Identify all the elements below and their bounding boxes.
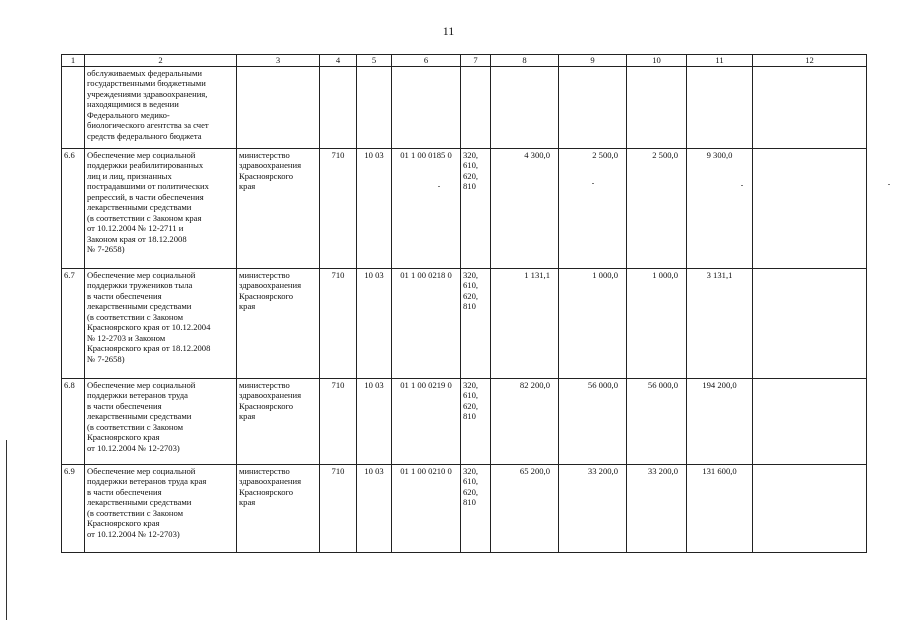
budget-table	[61, 54, 867, 553]
cell-col11: 9 300,0	[687, 149, 753, 269]
cell-col5: 10 03	[357, 379, 392, 465]
cell-ministry: министерство здравоохранения Красноярского края	[237, 269, 320, 379]
cell-num: 6.9	[62, 465, 85, 553]
cell-col4: 710	[320, 149, 357, 269]
cell-col4: 710	[320, 269, 357, 379]
cell-col7: 320, 610, 620, 810	[461, 149, 491, 269]
cell-col7: 320, 610, 620, 810	[461, 379, 491, 465]
table-row-continuation	[62, 67, 867, 149]
column-header: 3	[237, 55, 320, 67]
cell-num	[62, 67, 85, 149]
column-header: 6	[392, 55, 461, 67]
cell-num: 6.6	[62, 149, 85, 269]
table-row	[62, 379, 867, 465]
cell-col7: 320, 610, 620, 810	[461, 465, 491, 553]
cell-name: Обеспечение мер социальной поддержки ветеранов труда в части обеспечения лекарственными средствами (в соответствии с Законом Красноярского края от 10.12.2004 № 12-2703)	[85, 379, 237, 465]
cell-col8: 82 200,0	[491, 379, 559, 465]
cell-col4: 710	[320, 379, 357, 465]
cell-col8: 4 300,0	[491, 149, 559, 269]
page-number: 11	[442, 24, 455, 38]
cell-col10: 33 200,0	[627, 465, 687, 553]
cell-col9: 33 200,0	[559, 465, 627, 553]
cell-col5: 10 03	[357, 269, 392, 379]
cell-col12	[753, 379, 867, 465]
table-row	[62, 149, 867, 269]
column-header: 11	[687, 55, 753, 67]
cell-col4: 710	[320, 465, 357, 553]
cell-col5: 10 03	[357, 465, 392, 553]
cell-col11: 131 600,0	[687, 465, 753, 553]
cell-col6: 01 1 00 0185 0	[392, 149, 461, 269]
table-row	[62, 269, 867, 379]
cell-col6: 01 1 00 0210 0	[392, 465, 461, 553]
cell-num: 6.7	[62, 269, 85, 379]
cell-ministry: министерство здравоохранения Красноярского края	[237, 379, 320, 465]
cell-ministry: министерство здравоохранения Красноярского края	[237, 149, 320, 269]
cell-col7: 320, 610, 620, 810	[461, 269, 491, 379]
cell-name: Обеспечение мер социальной поддержки ветеранов труда края в части обеспечения лекарственными средствами (в соответствии с Законом Красноярского края от 10.12.2004 № 12-2703)	[85, 465, 237, 553]
cell-num: 6.8	[62, 379, 85, 465]
scan-speck	[888, 184, 890, 185]
header-row	[62, 55, 867, 67]
cell-name: Обеспечение мер социальной поддержки реабилитированных лиц и лиц, признанных пострадавшими от политических репрессий, в части обеспечения лекарственными средствами (в соответствии с Законом края от 10.12.2004 № 12-2711 и Законом края от 18.12.2008 № 7-2658)	[85, 149, 237, 269]
scan-speck	[438, 186, 440, 187]
cell-col5: 10 03	[357, 149, 392, 269]
cell-col8: 1 131,1	[491, 269, 559, 379]
column-header: 7	[461, 55, 491, 67]
cell-col8: 65 200,0	[491, 465, 559, 553]
cell-col9: 2 500,0	[559, 149, 627, 269]
column-header: 9	[559, 55, 627, 67]
cell-col10: 1 000,0	[627, 269, 687, 379]
cell-name: обслуживаемых федеральными государственными бюджетными учреждениями здравоохранения, находящимися в ведении Федерального медико- биологического агентства за счет средств федерального бюджета	[85, 67, 237, 149]
cell-col12	[753, 149, 867, 269]
column-header: 4	[320, 55, 357, 67]
column-header: 5	[357, 55, 392, 67]
cell-col12	[753, 465, 867, 553]
cell-name: Обеспечение мер социальной поддержки тружеников тыла в части обеспечения лекарственными средствами (в соответствии с Законом Красноярского края от 10.12.2004 № 12-2703 и Законом Красноярского края от 18.12.2008 № 7-2658)	[85, 269, 237, 379]
cell-col6: 01 1 00 0218 0	[392, 269, 461, 379]
cell-ministry: министерство здравоохранения Красноярского края	[237, 465, 320, 553]
column-header: 10	[627, 55, 687, 67]
column-header: 8	[491, 55, 559, 67]
cell-col12	[753, 269, 867, 379]
scan-speck	[592, 183, 594, 184]
cell-col11: 194 200,0	[687, 379, 753, 465]
column-header: 2	[85, 55, 237, 67]
cell-col10: 56 000,0	[627, 379, 687, 465]
table-row	[62, 465, 867, 553]
cell-col6: 01 1 00 0219 0	[392, 379, 461, 465]
cell-col9: 56 000,0	[559, 379, 627, 465]
cell-col10: 2 500,0	[627, 149, 687, 269]
scan-speck	[741, 185, 743, 186]
cell-col9: 1 000,0	[559, 269, 627, 379]
cell-col11: 3 131,1	[687, 269, 753, 379]
scan-edge-mark	[6, 440, 7, 620]
column-header: 12	[753, 55, 867, 67]
column-header: 1	[62, 55, 85, 67]
